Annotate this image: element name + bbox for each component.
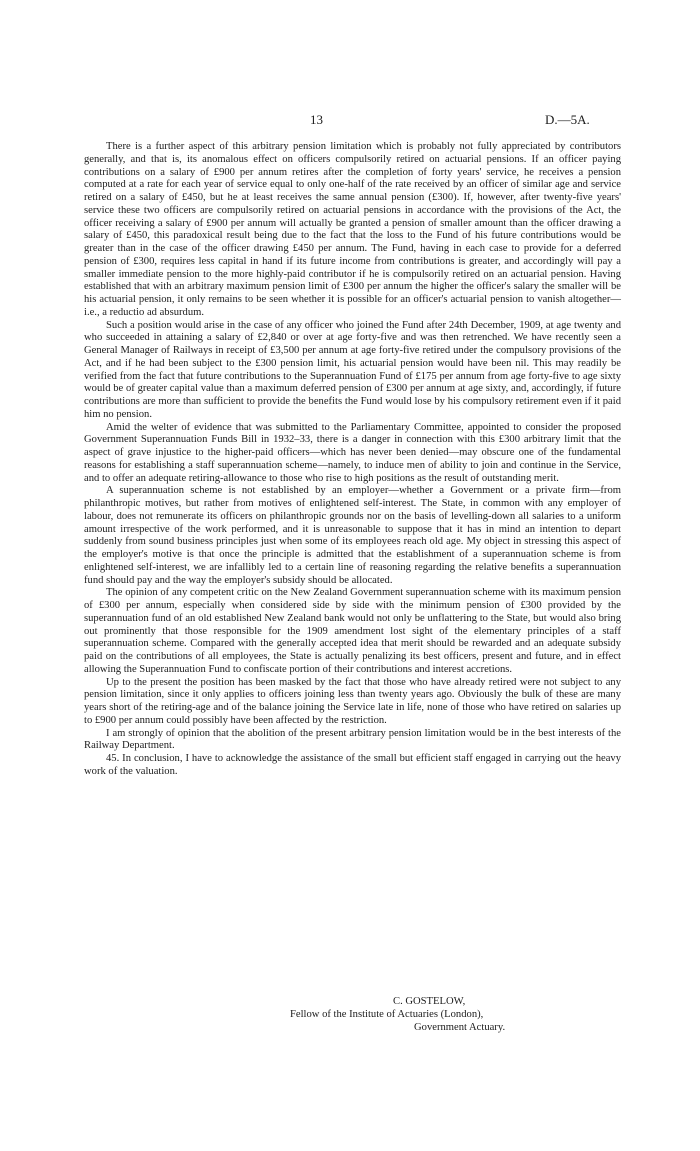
paragraph: Amid the welter of evidence that was submitted to the Parliamentary Committee, appointed to consider the proposed Government Superannuation Funds Bill in 1932–33, there is a danger in connection with this £300 arbitrary limit that the aspect of grave injustice to the higher-paid officers—which has never been denied—may obscure one of the fundamental reasons for establishing a staff superannuation scheme—namely, to induce men of ability to join and continue in the Service, and to offer an adequate retiring-allowance to those who rise to high positions as the result of outstanding merit. bbox=[84, 421, 621, 484]
body-text bbox=[84, 141, 621, 779]
paragraph: Such a position would arise in the case of any officer who joined the Fund after 24th December, 1909, at age twenty and who succeeded in attaining a salary of £2,840 or over at age forty-five and was then retrenched. We have recently seen a General Manager of Railways in receipt of £3,500 per annum at age forty-five retired under the compulsory provisions of the Act, and if he had been subject to the £300 pension limit, his actuarial pension would have been nil. This may readily be verified from the fact that future contributions to the Superannuation Fund of £175 per annum from age forty-five to age sixty would be of greater capital value than a maximum deferred pension of £300 per annum at age sixty, and, accordingly, if future contributions are more than sufficient to provide the benefits the Fund would lose by his compulsory retirement even if it paid him no pension. bbox=[84, 319, 621, 420]
document-reference: D.—5A. bbox=[545, 112, 590, 127]
paragraph: The opinion of any competent critic on the New Zealand Government superannuation scheme with its maximum pension of £300 per annum, especially when considered side by side with the minimum pension of £300 provided by the superannuation fund of an old established New Zealand bank would not only be unflattering to the State, but would also bring out prominently that those responsible for the 1909 amendment lost sight of the elementary principles of a staff superannuation scheme. Compared with the generally accepted idea that merit should be rewarded and an adequate subsidy paid on the contributions of all employees, the State is actually penalizing its best officers, present and future, and in effect allowing the Superannuation Fund to confiscate portion of their contributions and interest accretions. bbox=[84, 587, 621, 675]
page-number: 13 bbox=[310, 112, 323, 127]
paragraph: I am strongly of opinion that the abolition of the present arbitrary pension limitation would be in the best interests of the Railway Department. bbox=[84, 727, 621, 752]
paragraph: 45. In conclusion, I have to acknowledge the assistance of the small but efficient staff engaged in carrying out the heavy work of the valuation. bbox=[84, 753, 621, 777]
paragraph: There is a further aspect of this arbitrary pension limitation which is probably not fully appreciated by contributors generally, and that is, its anomalous effect on officers compulsorily retired on actuarial pensions. If an officer paying contributions on a salary of £900 per annum retires after the completion of forty years' service, he receives a pension computed at a rate for each year of service equal to only one-half of the rate received by an officer of similar age and service retired on a salary of £450, but he at least receives the same annual pension (£300). If, however, after twenty-five years' service these two officers are compulsorily retired on actuarial pensions in accordance with the provisions of the Act, the officer receiving a salary of £900 per annum will actually be granted a pension of smaller amount than the officer drawing a salary of £450, this paradoxical result being due to the fact that the loss to the Fund of his future contributions would be greater than in the case of the officer drawing £450 per annum. The Fund, having in each case to provide for a deferred pension of £300, requires less capital in hand if its future income from contributions is greater, and accordingly will pay a smaller immediate pension to the more highly-paid contributor if he is compulsorily retired on an actuarial pension. Having established that with an arbitrary maximum pension limit of £300 per annum the higher the officer's salary the smaller will be his actuarial pension, it only remains to be seen whether it is possible for an officer's actuarial pension to vanish altogether—i.e., a reductio ad absurdum. bbox=[84, 141, 621, 318]
signatory-role: Government Actuary. bbox=[414, 1022, 506, 1033]
paragraph: A superannuation scheme is not established by an employer—whether a Government or a private firm—from philanthropic motives, but rather from motives of enlightened self-interest. The State, in common with any employer of labour, does not remunerate its officers on philanthropic grounds nor on the basis of levelling-down all salaries to a uniform amount irrespective of the work performed, and it is unreasonable to suppose that it has in mind an intention to depart suddenly from sound business principles just when some of its employees reach old age. My object in stressing this aspect of the employer's motive is that once the principle is admitted that the establishment of a superannuation scheme is from enlightened self-interest, we are infallibly led to a certain line of reasoning regarding the relative benefits a superannuation fund should pay and the way the employer's subsidy should be allocated. bbox=[84, 485, 621, 586]
signatory-title: Fellow of the Institute of Actuaries (London), bbox=[290, 1009, 484, 1020]
signatory-name: C. GOSTELOW, bbox=[393, 996, 466, 1007]
paragraph: Up to the present the position has been masked by the fact that those who have already retired were not subject to any pension limitation, since it only applies to officers joining less than twenty years ago. Obviously the bulk of these are many years short of the retiring-age and of the balance joining the Service late in life, none of those who have retired on salaries up to £900 per annum could possibly have been affected by the restriction. bbox=[84, 676, 621, 726]
